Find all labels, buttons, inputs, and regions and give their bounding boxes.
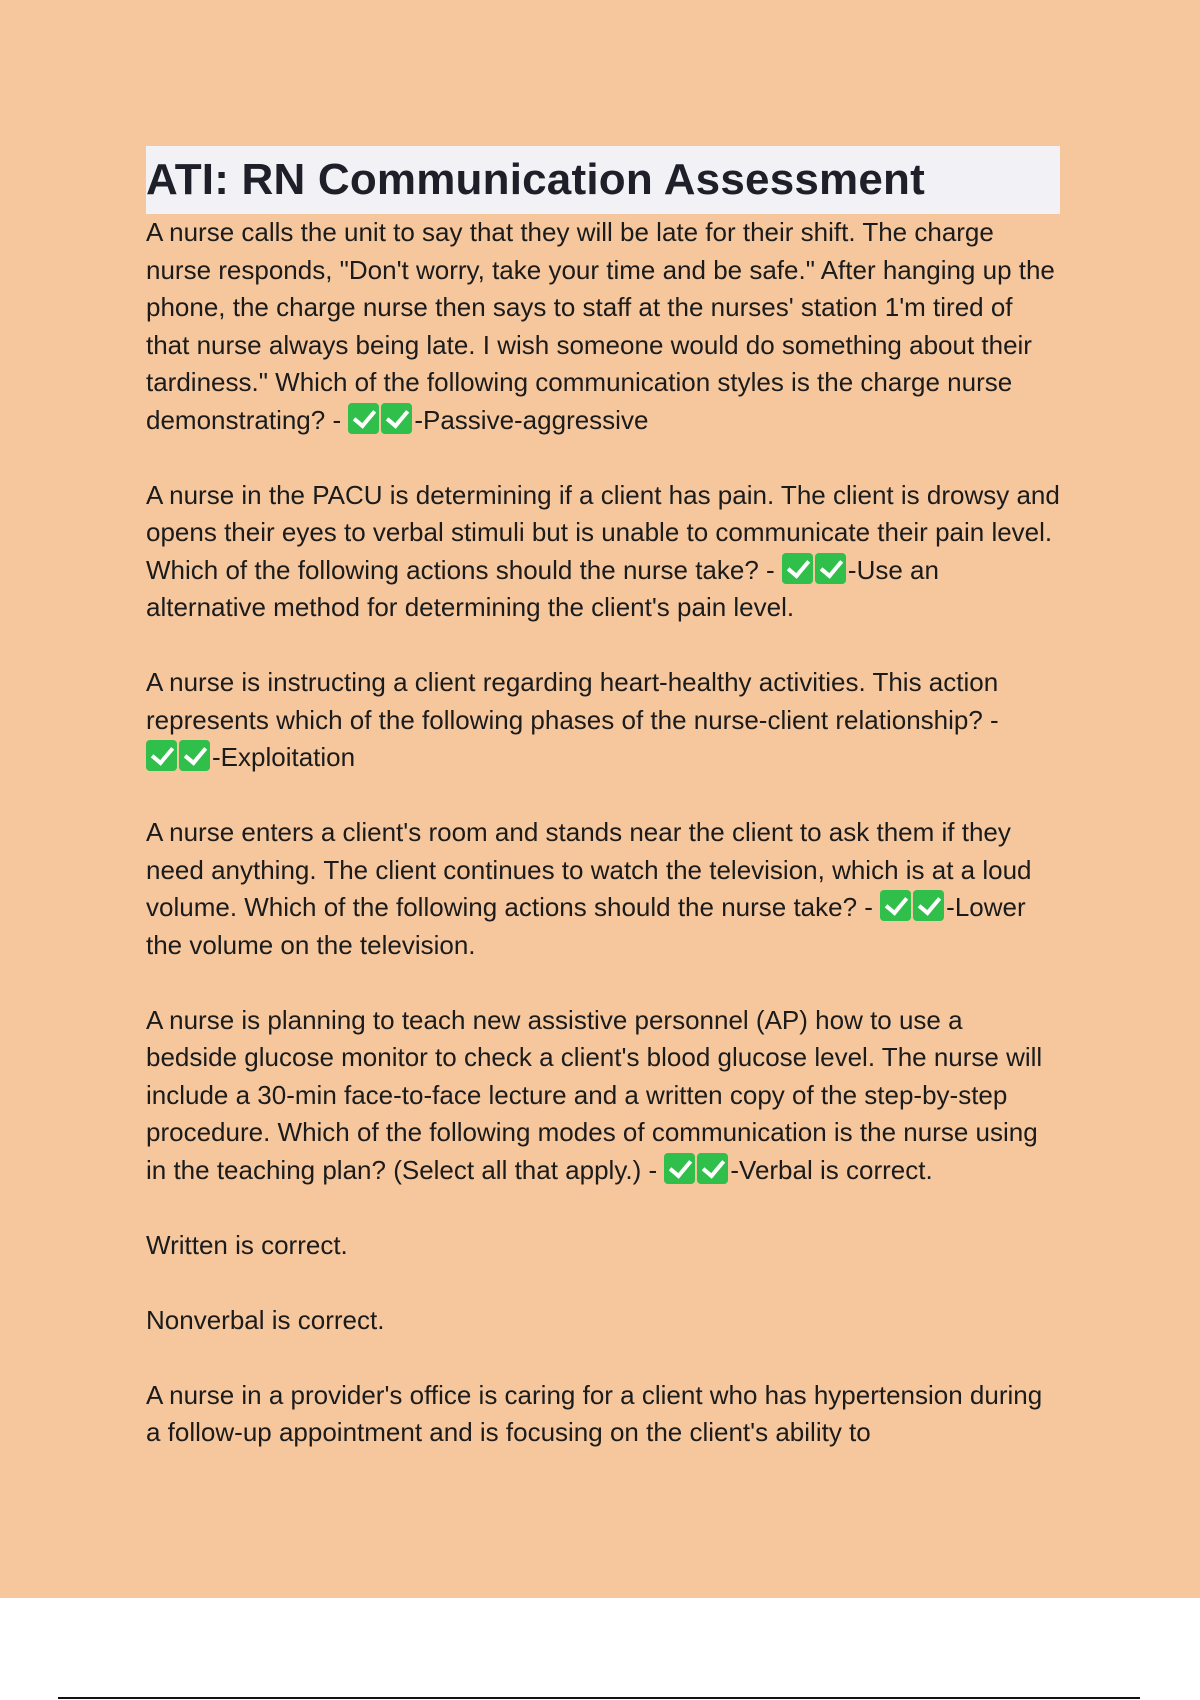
question-text: A nurse in a provider's office is caring for a client who has hypertension during a follow-up appointment and is focusing on the client's ability to [146,1379,1043,1447]
answer-line-nonverbal: Nonverbal is correct. [146,1304,385,1335]
qa-item-5 [146,1002,1060,1190]
answer-text: -Passive-aggressive [414,404,649,435]
page-title: ATI: RN Communication Assessment [146,155,925,204]
question-text: A nurse enters a client's room and stands near the client to ask them if they need anything. The client continues to watch the television, which is at a loud volume. Which of the following actions should the nurse take? - [146,817,1032,922]
question-text: A nurse calls the unit to say that they will be late for their shift. The charge nurse responds, "Don't worry, take your time and be safe." After hanging up the phone, the charge nurse then says to staff at the nurses' station 1'm tired of that nurse always being late. I wish someone would do something about their tardiness." Which of the following communication styles is the charge nurse demonstrating? - [146,217,1055,435]
check-mark-icon [381,403,412,434]
check-mark-icon [913,890,944,921]
answer-marks [146,742,212,772]
check-mark-icon [179,740,210,771]
question-text: A nurse is planning to teach new assistive personnel (AP) how to use a bedside glucose monitor to check a client's blood glucose level. The nurse will include a 30-min face-to-face lecture and a written copy of the step-by-step procedure. Which of the following modes of communication is the nurse using in the teaching plan? (Select all that apply.) - [146,1004,1043,1185]
answer-line-written: Written is correct. [146,1229,348,1260]
check-mark-icon [348,403,379,434]
check-mark-icon [782,553,813,584]
answer-marks [664,1155,730,1185]
answer-marks [782,555,848,585]
qa-item-1 [146,214,1060,439]
check-mark-icon [664,1153,695,1184]
title-banner [146,146,1060,214]
check-mark-icon [880,890,911,921]
answer-text: -Lower the volume on the television. [146,892,1026,960]
qa-item-3 [146,664,1060,777]
question-text: A nurse is instructing a client regarding heart-healthy activities. This action represents which of the following phases of the nurse-client relationship? - [146,667,999,735]
footer-divider [58,1697,1140,1699]
answer-marks [880,892,946,922]
answer-marks [348,405,414,435]
check-mark-icon [815,553,846,584]
answer-text: -Exploitation [212,742,356,772]
check-mark-icon [697,1153,728,1184]
qa-item-2 [146,477,1060,627]
check-mark-icon [146,740,177,771]
document-content [146,146,1060,1452]
qa-item-4 [146,814,1060,964]
answer-text: -Use an alternative method for determining the client's pain level. [146,554,939,622]
answer-text: -Verbal is correct. [730,1154,933,1185]
qa-item-6 [146,1377,1060,1452]
question-text: A nurse in the PACU is determining if a client has pain. The client is drowsy and opens their eyes to verbal stimuli but is unable to communicate their pain level. Which of the following actions should the nurse take? - [146,479,1060,585]
